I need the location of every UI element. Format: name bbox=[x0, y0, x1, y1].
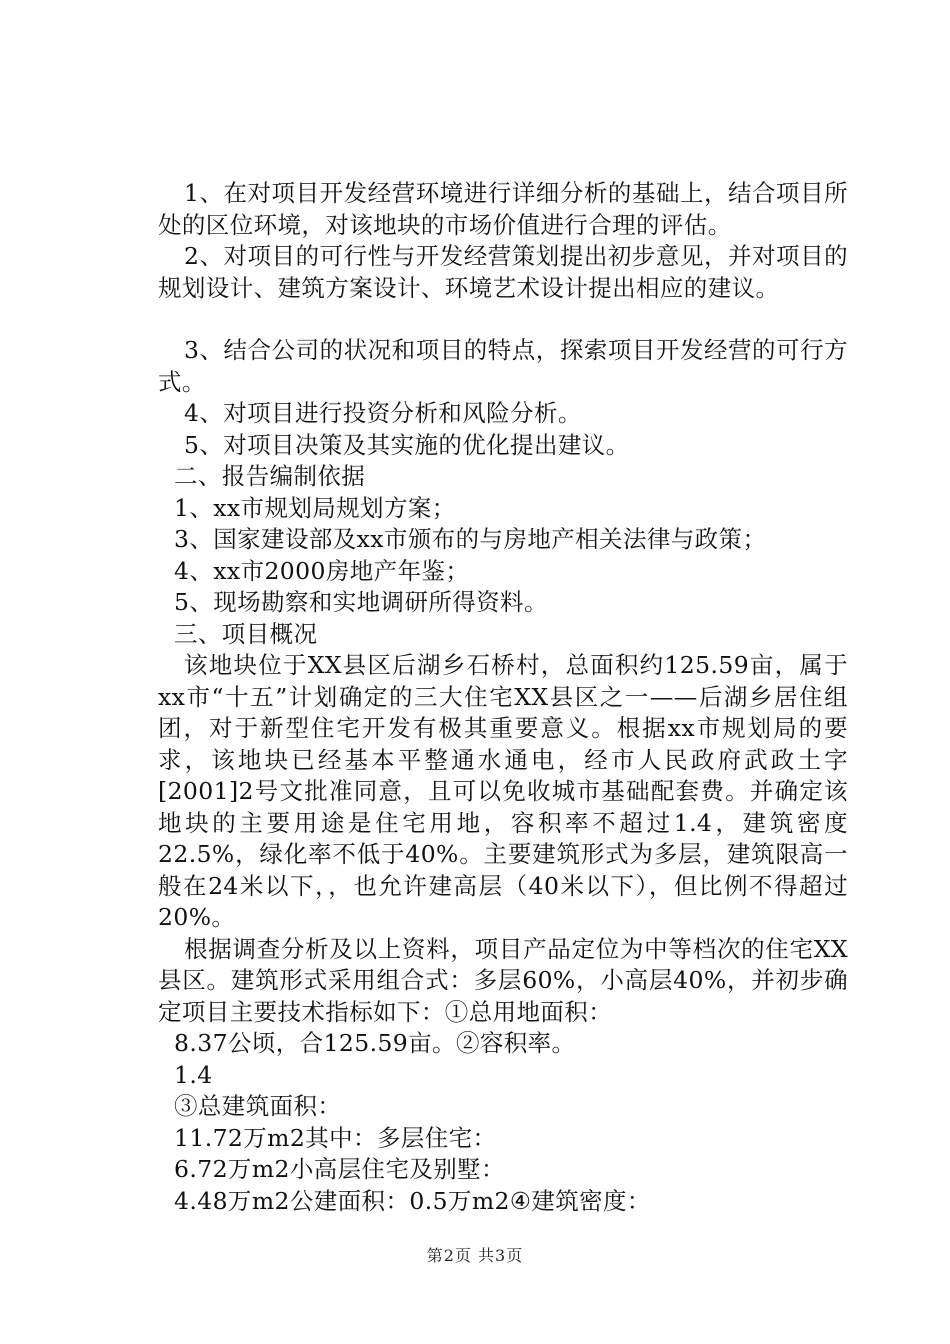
indicator-line-3: ③总建筑面积： bbox=[174, 1092, 342, 1120]
indicator-line-2: 1.4 bbox=[174, 1060, 213, 1089]
paragraph-objective-3: 3、结合公司的状况和项目的特点，探索项目开发经营的可行方式。 bbox=[158, 336, 848, 396]
paragraph-objective-2: 2、对项目的可行性与开发经营策划提出初步意见，并对项目的规划设计、建筑方案设计、环境艺术设计提出相应的建议。 bbox=[158, 242, 848, 302]
paragraph-objective-5: 5、对项目决策及其实施的优化提出建议。 bbox=[184, 430, 630, 459]
indicator-line-6: 4.48万m2公建面积：0.5万m2④建筑密度： bbox=[174, 1186, 651, 1215]
basis-item-3: 3、国家建设部及xx市颁布的与房地产相关法律与政策； bbox=[174, 525, 767, 553]
paragraph-site-overview: 该地块位于XX县区后湖乡石桥村，总面积约125.59亩，属于xx市“十五”计划确定的三大住宅XX县区之一——后湖乡居住组团，对于新型住宅开发有极其重要意义。根据xx市规划局的要求，该地块已经基本平整通水通电，经市人民政府武政土字[2001]2号文批准同意，且可以免收城市基础配套费。并确定该地块的主要用途是住宅用地，容积率不超过1.4，建筑密度22.5%，绿化率不低于40%。主要建筑形式为多层，建筑限高一般在24米以下，，也允许建高层（40米以下），但比例不得超过20%。 bbox=[158, 651, 848, 931]
basis-item-1: 1、xx市规划局规划方案； bbox=[174, 493, 456, 522]
basis-item-5: 5、现场勘察和实地调研所得资料。 bbox=[174, 588, 548, 616]
section-heading-overview: 三、项目概况 bbox=[174, 619, 318, 648]
paragraph-positioning: 根据调查分析及以上资料，项目产品定位为中等档次的住宅XX县区。建筑形式采用组合式：多层60%，小高层40%，并初步确定项目主要技术指标如下：①总用地面积： bbox=[158, 934, 848, 1026]
document-body bbox=[158, 178, 848, 1217]
paragraph-objective-4: 4、对项目进行投资分析和风险分析。 bbox=[184, 399, 582, 427]
indicator-line-5: 6.72万m2小高层住宅及别墅： bbox=[174, 1155, 505, 1183]
section-heading-basis: 二、报告编制依据 bbox=[174, 462, 366, 490]
paragraph-objective-1: 1、在对项目开发经营环境进行详细分析的基础上，结合项目所处的区位环境，对该地块的市场价值进行合理的评估。 bbox=[158, 179, 848, 239]
basis-item-4: 4、xx市2000房地产年鉴； bbox=[174, 556, 470, 585]
page-footer: 第2页 共3页 bbox=[426, 1246, 524, 1265]
indicator-line-1: 8.37公顷，合125.59亩。②容积率。 bbox=[174, 1029, 576, 1057]
indicator-line-4: 11.72万m2其中：多层住宅： bbox=[174, 1123, 497, 1152]
